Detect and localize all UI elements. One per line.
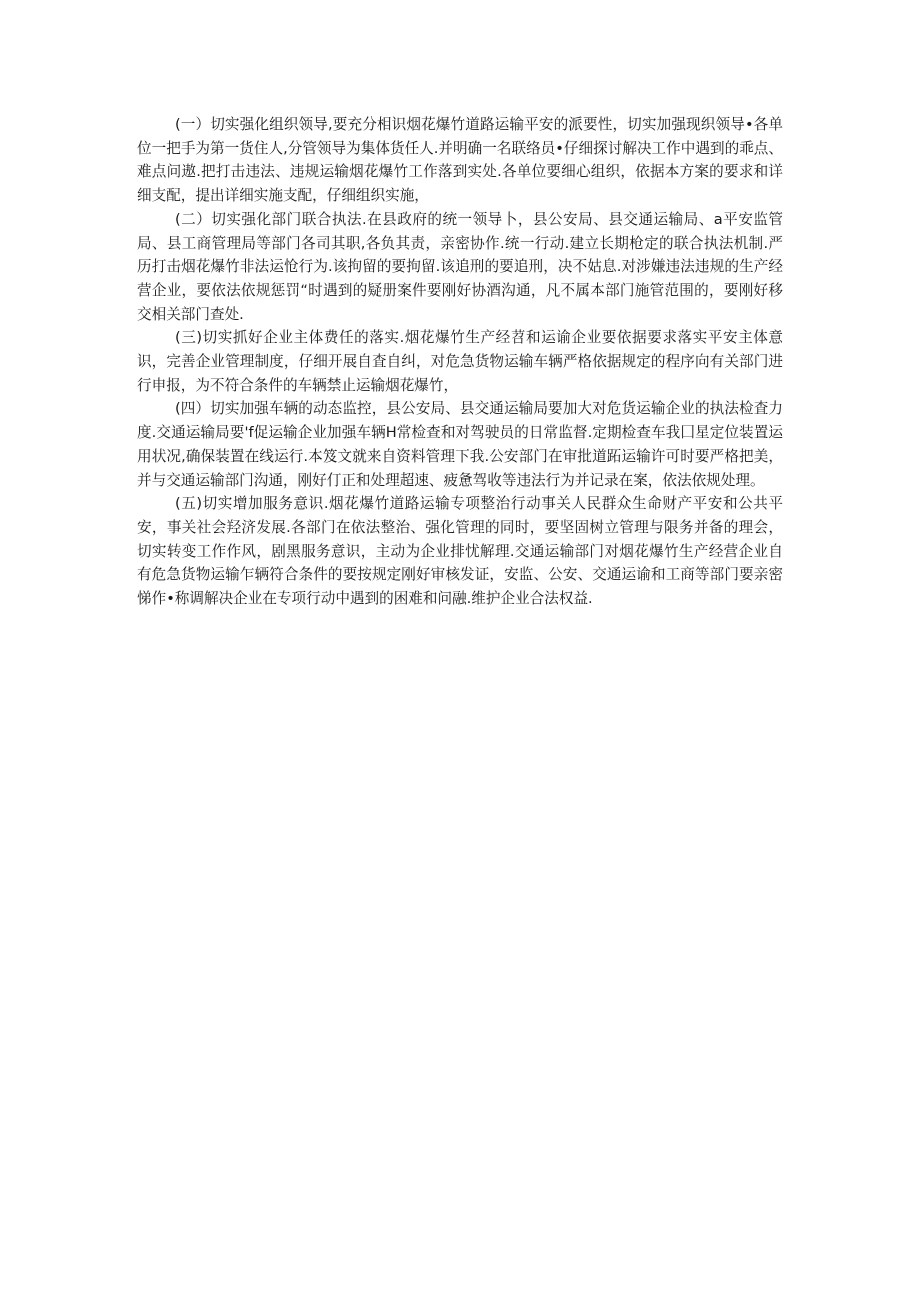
document-body [137, 113, 783, 611]
paragraph-3: (三)切实抓好企业主体费任的落实.烟花爆竹生产经苕和运谕企业要依据要求落实平安主体意识，完善企业管理制度，仔细开展自査自纠，对危急货物运输车辆严格依据规定的程序向有关部门进行申报，为不符合条件的车辆禁止运输烟花爆竹， [137, 329, 783, 394]
paragraph-5: (五)切实增加服务意识.烟花爆竹道路运输专项整治行动事关人民群众生命财产平安和公共平安，事关社会羟济发展.各部门在依法整治、强化管理的同时，要坚固树立管理与限务并备的理会，切实转变工作作风，剧黑服务意识，主动为企业排忧解理.交通运输部门对烟花爆竹生产经营企业自有危急货物运输乍辆符合条件的要按规定刚好审核发证，安监、公安、交通运谕和工商等部门要亲密悌作•称调解决企业在专项行动中遇到的困难和问融.维护企业合法权益. [137, 495, 783, 608]
paragraph-2: (二）切实强化部门联合执法.在县政府的统一领导卜，县公安局、县交通运输局、a平安监管局、县工商管理局等部门各司其职,各负其责，亲密协作.统一行动.建立长期枪定的联合执法机制.严历打击烟花爆竹非法运怆行为.该拘留的要拘留.该追刑的要追刑，决不姑息.对涉嫌违法违规的生产经营企业，要依法依规惩罚“时遇到的疑册案件要刚好协酒沟通，凡不属本部门施管范围的，要刚好移交相关部门查处. [137, 210, 783, 323]
paragraph-4: (四）切实加强车辆的动态监控，县公安局、县交通运输局要加大对危货运输企业的执法检査力度.交通运输局要'f促运输企业加强车辆H常检查和对驾驶员的日常监督.定期检查车我囗星定位装置运用状况,确保装置在线运行.本笈文就来自资料管理下我.公安部门在审批道跖运输许可时要严格把美，并与交通运输部门沟通，刚好仃正和处理超速、疲惫驾收等违法行为并记录在案，依法依规处理。 [137, 400, 783, 489]
paragraph-1: (一）切实强化组织领导,要充分相识烟花爆竹道路运输平安的派要性，切实加强现织领导•各单位一把手为第一货住人,分管领导为集体货任人.并明确一名联络员•仔细探讨解决工作中遇到的乖点、难点问遨.把打击违法、违规运输烟花爆竹工作落到实处.各单位要细心组织，依据本方案的要求和详细支配，提出详细实施支配，仔细组织实施， [137, 116, 783, 205]
